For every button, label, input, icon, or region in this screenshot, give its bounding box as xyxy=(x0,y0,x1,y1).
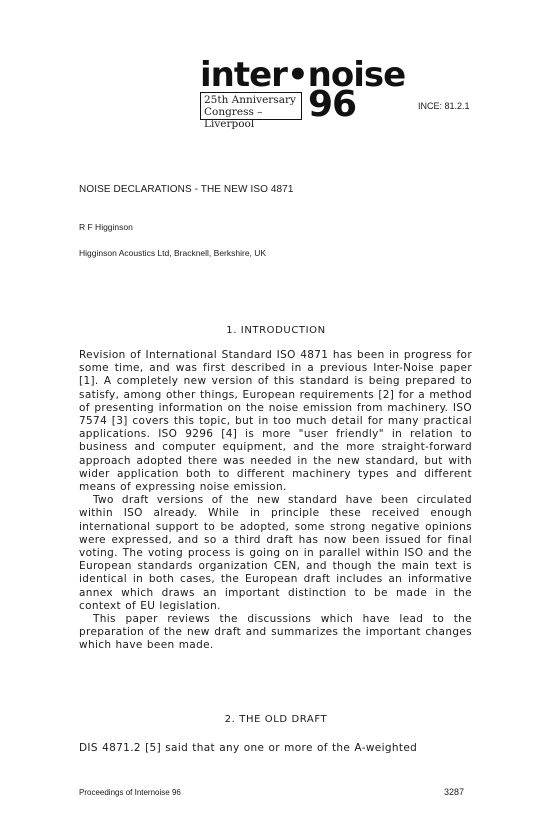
conference-logo xyxy=(196,55,406,130)
paper-title: NOISE DECLARATIONS - THE NEW ISO 4871 xyxy=(79,184,294,195)
footer-proceedings: Proceedings of Internoise 96 xyxy=(79,788,181,797)
logo-title: inter•noise xyxy=(200,55,406,95)
paragraph: This paper reviews the discussions which have lead to the preparation of the new draft and summarizes the important changes which have been made. xyxy=(79,613,472,652)
paragraph: DIS 4871.2 [5] said that any one or more of the A-weighted xyxy=(79,742,418,754)
introduction-body xyxy=(79,349,472,653)
logo-line-2: Congress – Liverpool xyxy=(204,106,263,130)
old-draft-body xyxy=(79,742,472,755)
section-heading-old-draft: 2. THE OLD DRAFT xyxy=(224,714,328,725)
logo-year: 96 xyxy=(308,84,357,125)
paragraph: Revision of International Standard ISO 4871 has been in progress for some time, and was first described in a previous Inter-Noise paper [1]. A completely new version of this standard is being prepared to satisfy, among other things, European requirements [2] for a method of presenting information on the noise emission from machinery. ISO 7574 [3] covers this topic, but in too much detail for many practical applications. ISO 9296 [4] is more "user friendly" in relation to business and computer equipment, and the more straight-forward approach adopted there was needed in the new standard, but with wider application both to different machinery types and different means of expressing noise emission. xyxy=(79,349,472,494)
affiliation: Higginson Acoustics Ltd, Bracknell, Berkshire, UK xyxy=(79,248,267,258)
page-number: 3287 xyxy=(444,787,465,797)
logo-subtitle-box xyxy=(200,92,302,130)
author: R F Higginson xyxy=(79,222,133,232)
section-heading-introduction: 1. INTRODUCTION xyxy=(226,325,326,336)
ince-code: INCE: 81.2.1 xyxy=(418,101,470,111)
paragraph: Two draft versions of the new standard have been circulated within ISO already. While in principle these received enough international support to be adopted, some strong negative opinions were expressed, and so a third draft has now been issued for final voting. The voting process is going on in parallel within ISO and the European standards organization CEN, and though the main text is identical in both cases, the European draft includes an informative annex which draws an important distinction to be made in the context of EU legislation. xyxy=(79,494,472,612)
logo-line-1: 25th Anniversary xyxy=(204,94,296,106)
